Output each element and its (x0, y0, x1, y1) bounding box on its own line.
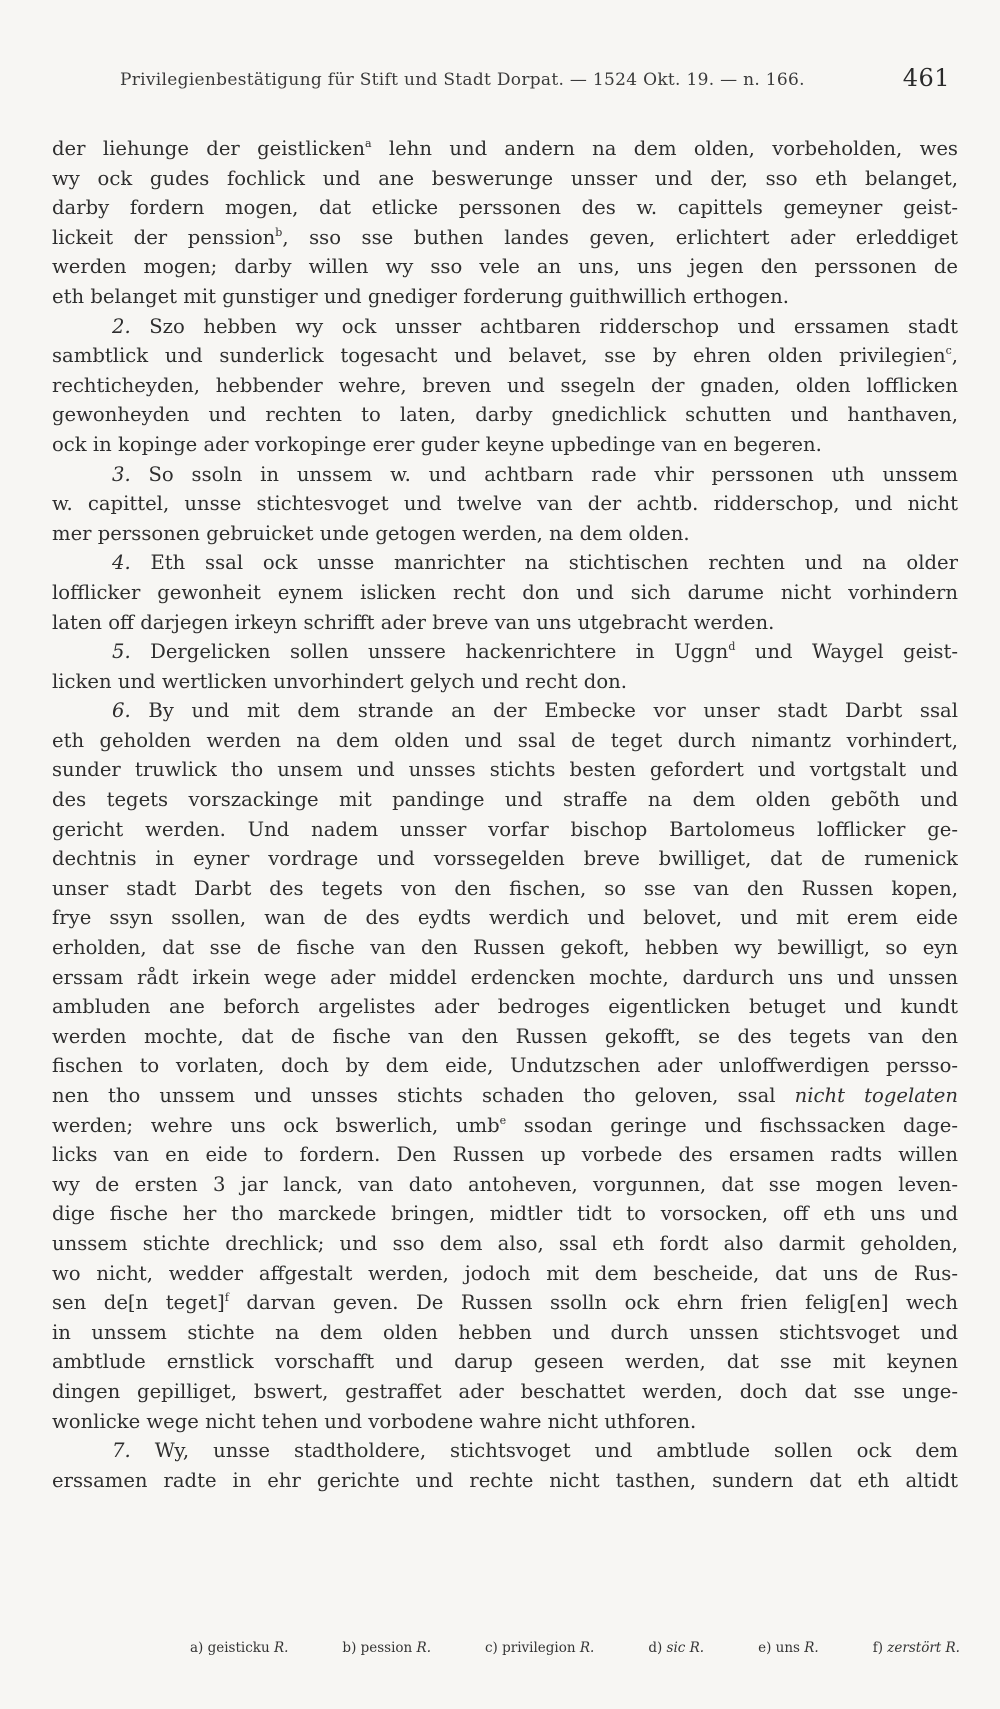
line-text: Dergelicken sollen unssere hackenrichtere in Uggn (150, 640, 729, 664)
footnote-reference: a (365, 137, 372, 150)
line-text: werden mogen; darby willen wy sso vele an uns, uns jegen den perssonen de (52, 255, 958, 279)
line-text: gewonheyden und rechten to laten, darby gnedichlick schutten und hanthaven, (52, 403, 958, 427)
line-text: fischen to vorlaten, doch by dem eide, Undutzschen ader unloffwerdigen persso- (52, 1054, 958, 1078)
text-line (52, 1140, 958, 1170)
line-text-continued: darvan geven. De Russen ssolln ock ehrn frien felig[en] wech (228, 1291, 958, 1315)
line-text: erholden, dat sse de fische van den Russen gekoft, hebben wy bewilligt, so eyn (52, 936, 958, 960)
footnote-siglum: R. (273, 1640, 289, 1656)
line-text: dige fische her tho marckede bringen, midtler tidt to vorsocken, off eth uns und (52, 1202, 958, 1226)
footnote-item (342, 1640, 431, 1656)
footnote-siglum: R. (945, 1640, 960, 1656)
line-text: frye ssyn ssollen, wan de des eydts werdich und belovet, und mit erem eide (52, 906, 958, 930)
footnote-siglum: R. (689, 1640, 705, 1656)
footnote-reference: e (499, 1113, 507, 1127)
text-line (52, 1347, 958, 1377)
text-line (52, 1111, 958, 1141)
line-text: erssamen radte in ehr gerichte und rechte nicht tasthen, sundern dat eth altidt (52, 1468, 958, 1492)
footnote-item (190, 1640, 288, 1656)
line-text: gericht werden. Und nadem unsser vorfar bischop Bartolomeus lofflicker ge- (52, 817, 958, 841)
line-text: mer perssonen gebruicket unde getogen werden, na dem olden. (52, 521, 690, 545)
footnote-mark: e) (758, 1640, 776, 1656)
line-text: wonlicke wege nicht tehen und vorbodene wahre nicht uthforen. (52, 1409, 697, 1433)
line-text: Eth ssal ock unsse manrichter na stichtischen rechten und na older (150, 551, 958, 575)
line-text: sen de[n teget] (52, 1291, 225, 1315)
text-line (52, 460, 958, 490)
line-text: darby fordern mogen, dat etlicke perssonen des w. capittels gemeyner geist- (52, 196, 958, 220)
text-line (52, 430, 958, 460)
footnote-siglum: R. (579, 1640, 595, 1656)
footnote-text: uns (775, 1640, 805, 1656)
footnote-mark: d) (648, 1640, 667, 1656)
footnote-text: sic (666, 1640, 690, 1656)
line-text-continued: und Waygel geist- (735, 640, 958, 664)
paragraph-number: 3. (112, 462, 149, 486)
text-line (52, 1407, 958, 1437)
text-line (52, 815, 958, 845)
line-text-continued: , (951, 344, 958, 368)
line-text: rechticheyden, hebbender wehre, breven und ssegeln der gnaden, olden lofflicken (52, 373, 958, 397)
text-line (52, 548, 958, 578)
text-line (52, 1436, 958, 1466)
line-text: nen tho unssem und unsses stichts schaden tho geloven, ssal (52, 1084, 795, 1107)
line-text: Szo hebben wy ock unsser achtbaren ridderschop und erssamen stadt (149, 314, 958, 338)
text-line (52, 400, 958, 430)
line-text: licken und wertlicken unvorhindert gelych und recht don. (52, 669, 627, 693)
line-text: werden; wehre uns ock bswerlich, umb (52, 1113, 500, 1137)
text-line (52, 519, 958, 549)
footnote-text: zerstört (887, 1640, 946, 1656)
text-line (52, 134, 958, 164)
text-line (52, 608, 958, 638)
text-line (52, 341, 958, 371)
line-text: eth geholden werden na dem olden und ssal de teget durch nimantz vorhindert, (52, 728, 958, 752)
text-line (52, 1259, 958, 1289)
line-text: dingen gepilliget, bswert, gestraffet ader beschattet werden, doch dat sse unge- (52, 1379, 958, 1403)
text-line (52, 164, 958, 194)
text-line (52, 252, 958, 282)
line-text: eth belanget mit gunstiger und gnediger forderung guithwillich erthogen. (52, 284, 789, 308)
footnote-mark: a) (190, 1640, 208, 1656)
footnote-mark: b) (342, 1640, 361, 1656)
text-line (52, 312, 958, 342)
page-number: 461 (902, 64, 950, 92)
text-line (52, 1081, 958, 1111)
text-line (52, 1022, 958, 1052)
text-line (52, 193, 958, 223)
line-text: unssem stichte drechlick; und sso dem also, ssal eth fordt also darmit geholden, (52, 1231, 958, 1255)
line-text: sunder truwlick tho unsem und unsses stichts besten gefordert und vortgstalt und (52, 758, 958, 782)
footnote-mark: f) (872, 1640, 888, 1656)
line-text-continued: lehn und andern na dem olden, vorbeholden, wes (371, 137, 958, 160)
footnote-item (648, 1640, 704, 1656)
footnote-item (758, 1640, 819, 1656)
footnote-item (873, 1640, 960, 1656)
line-text: sambtlick und sunderlick togesacht und belavet, sse by ehren olden privilegien (52, 344, 946, 368)
text-line (52, 1170, 958, 1200)
line-text: By und mit dem strande an der Embecke vor unser stadt Darbt ssal (148, 699, 958, 723)
text-line (52, 1466, 958, 1496)
line-text: unser stadt Darbt des tegets von den fischen, so sse van den Russen kopen, (52, 876, 958, 900)
footnote-text: geisticku (207, 1640, 274, 1656)
running-title: Privilegienbestätigung für Stift und Stadt Dorpat. — 1524 Okt. 19. — n. 166. (120, 70, 805, 90)
line-text: lickeit der penssion (52, 225, 276, 249)
text-line (52, 903, 958, 933)
text-line (52, 1377, 958, 1407)
paragraph-number: 5. (112, 640, 151, 664)
footnote-item (485, 1640, 594, 1656)
line-text: w. capittel, unsse stichtesvoget und twelve van der achtb. ridderschop, und nicht (52, 492, 958, 516)
text-line (52, 785, 958, 815)
text-line (52, 637, 958, 667)
text-line (52, 1318, 958, 1348)
line-text-continued: ssodan geringe und fischssacken dage- (506, 1113, 958, 1137)
line-text: So ssoln in unssem w. und achtbarn rade vhir perssonen uth unssem (148, 462, 958, 486)
text-line (52, 489, 958, 519)
line-text: laten off darjegen irkeyn schrifft ader breve van uns utgebracht werden. (52, 610, 775, 634)
text-line (52, 667, 958, 697)
line-text: ock in kopinge ader vorkopinge erer guder keyne upbedinge van en begeren. (52, 432, 822, 456)
text-line (52, 1199, 958, 1229)
footnotes (190, 1640, 960, 1656)
footnote-reference: c (945, 344, 952, 358)
line-text: werden mochte, dat de fische van den Russen gekofft, se des tegets van den (52, 1024, 958, 1048)
line-text: wy de ersten 3 jar lanck, van dato antoheven, vorgunnen, dat sse mogen leven- (52, 1172, 958, 1196)
line-text: ambluden ane beforch argelistes ader bedroges eigentlicken betuget und kundt (52, 995, 958, 1019)
italic-text: nicht togelaten (794, 1084, 958, 1107)
line-text: des tegets vorszackinge mit pandinge und straffe na dem olden gebõth und (52, 788, 958, 812)
line-text: erssam rådt irkein wege ader middel erdencken mochte, dardurch uns und unssen (52, 965, 958, 989)
text-line (52, 1051, 958, 1081)
text-line (52, 1229, 958, 1259)
running-header (120, 64, 950, 92)
text-line (52, 696, 958, 726)
text-line (52, 992, 958, 1022)
line-text-continued: , sso sse buthen landes geven, erlichtert ader erleddiget (282, 225, 958, 249)
line-text: ambtlude ernstlick vorschafft und darup geseen werden, dat sse mit keynen (52, 1350, 958, 1374)
footnote-siglum: R. (804, 1640, 819, 1656)
text-line (52, 874, 958, 904)
footnote-mark: c) (485, 1640, 503, 1656)
text-line (52, 755, 958, 785)
line-text: wy ock gudes fochlick und ane beswerunge unsser und der, sso eth belanget, (52, 166, 958, 190)
text-line (52, 282, 958, 312)
paragraph-number: 4. (112, 551, 151, 575)
paragraph-number: 2. (112, 314, 150, 338)
body-text (52, 134, 958, 1495)
paragraph-number: 6. (112, 699, 149, 723)
text-line (52, 578, 958, 608)
text-line (52, 963, 958, 993)
paragraph-number: 7. (112, 1439, 155, 1463)
footnote-reference: b (275, 225, 283, 239)
text-line (52, 1288, 958, 1318)
line-text: Wy, unsse stadtholdere, stichtsvoget und ambtlude sollen ock dem (154, 1439, 958, 1463)
footnote-reference: d (728, 640, 736, 654)
footnote-reference: f (224, 1291, 229, 1305)
footnote-text: privilegion (502, 1640, 580, 1656)
text-line (52, 726, 958, 756)
footnote-text: pession (360, 1640, 417, 1656)
text-line (52, 223, 958, 253)
line-text: wo nicht, wedder affgestalt werden, jodoch mit dem bescheide, dat uns de Rus- (52, 1261, 958, 1285)
text-line (52, 844, 958, 874)
text-line (52, 933, 958, 963)
line-text: der liehunge der geistlicken (52, 137, 366, 160)
line-text: licks van en eide to fordern. Den Russen up vorbede des ersamen radts willen (52, 1143, 958, 1167)
line-text: lofflicker gewonheit eynem islicken recht don und sich darume nicht vorhindern (52, 580, 958, 604)
line-text: dechtnis in eyner vordrage und vorssegelden breve bwilliget, dat de rumenick (52, 847, 958, 871)
text-line (52, 371, 958, 401)
footnote-siglum: R. (416, 1640, 432, 1656)
line-text: in unssem stichte na dem olden hebben und durch unssen stichtsvoget und (52, 1320, 958, 1344)
